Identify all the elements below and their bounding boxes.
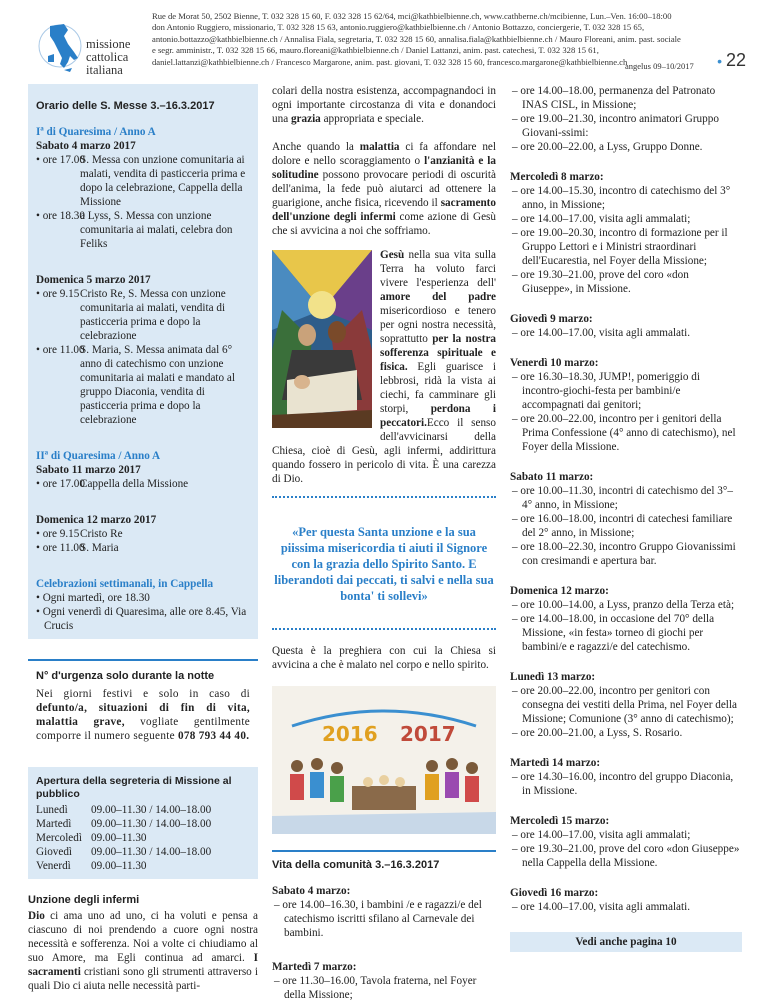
- text-part: Ecco il senso dell'avvicinarsi della Chiesa, cioè di Gesù, agli infermi, addirittura quando fossero in pericolo di vita. È una carezza di Dio.: [272, 417, 496, 485]
- schedule-entry: [36, 287, 250, 343]
- day-item: – ore 16.00–18.00, incontri di catechesi familiare del 2° anno, in Missione;: [512, 513, 733, 539]
- day-item: – ore 10.00–11.30, incontri di catechismo del 3°–4° anno, in Missione;: [512, 485, 733, 511]
- entry-text: S. Messa con unzione comunitaria ai malati, vendita di pasticceria prima e dopo la celebrazione, Cappella della Missione: [80, 154, 246, 208]
- day-heading: Venerdì 10 marzo:: [510, 357, 599, 369]
- paragraph: [272, 84, 496, 126]
- entry-time: • ore 18.30: [36, 210, 85, 222]
- day-item: – ore 19.00–20.30, incontro di formazione per il Gruppo Lettori e i Ministri straordinari dell'Eucarestia, nel Foyer della Missione;: [512, 227, 728, 267]
- office-day: Lunedì: [36, 804, 68, 816]
- drawing-year: 2017: [400, 722, 456, 746]
- paragraph: [272, 140, 496, 238]
- day-heading: Martedì 7 marzo:: [272, 961, 357, 973]
- lent-week-title: Iª di Quaresima / Anno A: [36, 126, 156, 138]
- drawing-year: 2016: [322, 722, 378, 746]
- page-header: [0, 0, 768, 84]
- text-bold: amore del padre: [380, 291, 496, 303]
- office-day: Mercoledì: [36, 832, 82, 844]
- text-bold: sacramento dell'unzione degli infermi: [272, 197, 496, 223]
- contact-line: Rue de Morat 50, 2502 Bienne, T. 032 328 15 60, F. 032 328 15 62/64, mci@kathbielbienne.ch, www.cathberne.ch/mcibienne, Lun.–Ven. 16:00–18:00: [152, 11, 672, 21]
- entry-text: S. Maria: [80, 542, 119, 554]
- lent-week-title: IIª di Quaresima / Anno A: [36, 450, 161, 462]
- children-drawing-image: [272, 686, 496, 834]
- entry-text: S. Maria, S. Messa animata dal 6° anno di catechismo con unzione comunitaria ai malati e mandato al gruppo Diaconia, vendita di pasticceria prima e dopo la celebrazione: [80, 344, 236, 426]
- entry-time: • ore 11.00: [36, 542, 85, 554]
- office-day: Giovedì: [36, 846, 73, 858]
- office-hours: 09.00–11.30: [91, 832, 147, 844]
- text-part: cristiani sono gli strumenti attraverso i quali Dio ci aiuta nelle necessità parti-: [28, 966, 258, 992]
- weekly-item: • Ogni martedì, ore 18.30: [36, 592, 150, 604]
- text-bold: I sacramenti: [28, 952, 258, 978]
- day-item: – ore 19.30–21.00, prove del coro «don Giuseppe» nella Cappella della Missione.: [512, 843, 740, 869]
- emergency-title: N° d'urgenza solo durante la notte: [36, 670, 215, 682]
- text-part: come azione di Gesù che si avvicina a noi che soffriamo.: [272, 211, 496, 237]
- weekly-celebrations-title: Celebrazioni settimanali, in Cappella: [36, 578, 214, 590]
- office-row: [36, 845, 250, 859]
- middle-column: [272, 84, 496, 1002]
- contact-line: e segr. amministr., T. 032 328 15 66, mauro.floreani@kathbielbienne.ch / Daniel Lattanzi, anim. past. catechesi, T. 032 328 15 61,: [152, 45, 599, 56]
- logo-line: missione: [86, 37, 131, 51]
- office-day: Martedì: [36, 818, 72, 830]
- office-row: [36, 859, 250, 873]
- day-item: – ore 19.30–21.00, prove del coro «don Giuseppe», in Missione.: [512, 269, 689, 295]
- logo-text: [86, 38, 130, 77]
- emergency-phone[interactable]: 078 793 44 40.: [177, 730, 250, 742]
- day-item: – ore 20.00–22.00, incontro per i genitori della Prima Confessione (4° anno di catechismo), nel Foyer della Missione.: [512, 413, 736, 453]
- text-bold: grazia: [290, 113, 321, 125]
- entry-time: • ore 9.15: [36, 288, 80, 300]
- entry-text: Cristo Re: [80, 528, 123, 540]
- mission-logo: [36, 16, 146, 78]
- schedule-entry: [36, 541, 250, 555]
- schedule-entry: [36, 153, 250, 209]
- office-hours: 09.00–11.30 / 14.00–18.00: [91, 804, 212, 816]
- day-heading: Giovedì 16 marzo:: [510, 887, 599, 899]
- text-bold: malattia: [359, 141, 400, 153]
- text-bold: Dio: [28, 910, 45, 922]
- contact-line: don Antonio Ruggiero, missionario, T. 032 328 15 63, antonio.ruggiero@kathbielbienne.ch / Antonio Bottazzo, conciergerie, T. 032 328 15 65,: [152, 22, 645, 33]
- emergency-text-part: Nei giorni festivi e solo in caso di: [36, 688, 250, 700]
- office-row: [36, 817, 250, 831]
- day-item: – ore 14.00–17.00, visita agli ammalati;: [512, 213, 691, 225]
- day-heading: Lunedì 13 marzo:: [510, 671, 596, 683]
- emergency-text: [36, 687, 250, 743]
- contact-info: [152, 11, 692, 68]
- office-hours: 09.00–11.30 / 14.00–18.00: [91, 846, 212, 858]
- issue-label: angelus 09–10/2017: [625, 61, 694, 71]
- day-heading: Mercoledì 8 marzo:: [510, 171, 604, 183]
- entry-time: • ore 9.15: [36, 528, 80, 540]
- see-also-banner[interactable]: Vedi anche pagina 10: [510, 932, 742, 952]
- day-item: – ore 14.00–18.00, permanenza del Patronato INAS CISL, in Missione;: [512, 85, 716, 111]
- office-hours-box: [28, 767, 258, 879]
- text-part: ci ama uno ad uno, ci ha voluti e pensa a ciascuno di noi prendendo a cuore ogni nostra necessità e sofferenza. Noi a volte ci chiudiamo al suo Amore, ma Egli continua ad amarci.: [28, 910, 258, 964]
- office-hours: 09.00–11.30: [91, 860, 147, 872]
- text-bold: l'anzianità e la solitudine: [272, 155, 496, 181]
- day-item: – ore 14.00–17.00, visita agli ammalati.: [512, 327, 691, 339]
- text-part: appropriata e speciale.: [320, 113, 424, 125]
- prayer-quote: «Per questa Santa unzione e la sua piissima misericordia ti aiuti il Signore con la grazia dello Spirito Santo. E liberandoti dai peccati, ti salvi e nella sua bonta' ti sollevi»: [272, 496, 496, 630]
- contact-line: antonio.bottazzo@kathbielbienne.ch / Annalisa Fiala, segretaria, T. 032 328 15 60, annalisa.fiala@kathbielbienne.ch / Mauro Floreani, anim. past. sociale: [152, 33, 681, 44]
- office-row: [36, 803, 250, 817]
- anointing-title: Unzione degli infermi: [28, 894, 140, 906]
- anointing-text: [28, 909, 258, 993]
- entry-time: • ore 17.00: [36, 154, 85, 166]
- italy-map-icon: [38, 18, 82, 74]
- community-life-title: Vita della comunità 3.–16.3.2017: [272, 850, 496, 872]
- entry-text: a Lyss, S. Messa con unzione comunitaria ai malati, celebra don Feliks: [80, 210, 233, 250]
- office-hours-title: Apertura della segreteria di Missione al pubblico: [36, 775, 232, 800]
- text-part: ci fa affondare nel dolore e nello scoraggiamento o: [272, 141, 496, 167]
- schedule-entry: [36, 527, 250, 541]
- entry-text: Cappella della Missione: [80, 478, 189, 490]
- right-column: [510, 84, 742, 952]
- day-heading: Mercoledì 15 marzo:: [510, 815, 610, 827]
- paragraph: Questa è la preghiera con cui la Chiesa si avvicina a che è malato nel corpo e nello spirito.: [272, 645, 496, 671]
- schedule-entry: [36, 209, 250, 251]
- emergency-text-bold: defunto/a, situazioni di fin di vita, malattia grave,: [36, 702, 250, 728]
- logo-line: italiana: [86, 63, 123, 77]
- day-heading: Sabato 4 marzo:: [272, 885, 351, 897]
- office-day: Venerdì: [36, 860, 71, 872]
- text-part: misericordioso e tenero per ogni nostra necessità, soprattutto: [380, 305, 496, 345]
- day-item: – ore 20.00–21.00, a Lyss, S. Rosario.: [512, 727, 683, 739]
- contact-line: daniel.lattanzi@kathbielbienne.ch / Francesco Margarone, anim. past. giovani, T. 032 328 15 60, francesco.margarone@kathbielbienne.ch: [152, 56, 628, 67]
- day-item: – ore 20.00–22.00, incontro per genitori con consegna dei vestiti della Prima, nel Foyer della Missione; Comunione (3° anno di catechismo);: [512, 685, 737, 725]
- text-bold: Gesù: [380, 249, 405, 261]
- schedule-date: Sabato 4 marzo 2017: [36, 140, 136, 152]
- day-heading: Giovedì 9 marzo:: [510, 313, 593, 325]
- logo-line: cattolica: [86, 50, 129, 64]
- text-part: nella sua vita sulla Terra ha voluto farci vivere l'esperienza dell': [380, 249, 496, 289]
- weekly-item: • Ogni venerdì di Quaresima, alle ore 8.45, Via Crucis: [36, 606, 247, 632]
- emergency-box: [28, 659, 258, 751]
- day-heading: Martedì 14 marzo:: [510, 757, 601, 769]
- mass-schedule-box: [28, 84, 258, 639]
- text-bold: per la nostra sofferenza spirituale e fisica.: [380, 333, 496, 373]
- day-item: – ore 14.00–16.30, i bambini /e e ragazzi/e del catechismo iscritti sfilano al Carnevale dei bambini.: [274, 899, 482, 939]
- page-number-value: 22: [725, 50, 746, 70]
- office-row: [36, 831, 250, 845]
- text-part: possono provocare periodi di oscurità dell'anima, la fede può aiutarci ad ottenere la guarigione, anche fisica, ricevendo il: [272, 169, 496, 209]
- day-item: – ore 19.00–21.30, incontro animatori Gruppo Giovani-ssimi:: [512, 113, 719, 139]
- day-item: – ore 11.30–16.00, Tavola fraterna, nel Foyer della Missione;: [274, 975, 477, 1001]
- schedule-date: Sabato 11 marzo 2017: [36, 464, 141, 476]
- day-item: – ore 16.30–18.30, JUMP!, pomeriggio di incontro-giochi-festa per bambini/e accompagnati dai genitori;: [512, 371, 701, 411]
- day-item: – ore 18.00–22.30, incontro Gruppo Giovanissimi con cresimandi e apertura bar.: [512, 541, 736, 567]
- entry-text: Cristo Re, S. Messa con unzione comunitaria ai malati, vendita di pasticceria prima e dopo la celebrazione: [80, 288, 226, 342]
- schedule-date: Domenica 5 marzo 2017: [36, 274, 151, 286]
- office-hours: 09.00–11.30 / 14.00–18.00: [91, 818, 212, 830]
- day-item: – ore 14.00–15.30, incontro di catechismo del 3° anno, in Missione;: [512, 185, 731, 211]
- text-bold: perdona i peccatori.: [380, 403, 496, 429]
- entry-time: • ore 17.00: [36, 478, 85, 490]
- text-part: colari della nostra esistenza, accompagnandoci in ogni importante circostanza di vita e donandoci una: [272, 85, 496, 125]
- day-heading: Sabato 11 marzo:: [510, 471, 594, 483]
- day-item: – ore 14.00–17.00, visita agli ammalati.: [512, 901, 691, 913]
- stained-glass-image: [272, 250, 372, 428]
- day-heading: Domenica 12 marzo:: [510, 585, 609, 597]
- emergency-text-part: vogliate gentilmente comporre il numero seguente: [36, 716, 251, 742]
- day-item: – ore 20.00–22.00, a Lyss, Gruppo Donne.: [512, 141, 703, 153]
- text-part: Egli guarisce i lebbrosi, ridà la vista ai ciechi, fa camminare gli storpi,: [380, 361, 496, 415]
- text-part: Anche quando la: [272, 141, 360, 153]
- day-item: – ore 14.00–17.00, visita agli ammalati;: [512, 829, 691, 841]
- day-item: – ore 14.30–16.00, incontro del gruppo Diaconia, in Missione.: [512, 771, 734, 797]
- day-item: – ore 10.00–14.00, a Lyss, pranzo della Terza età;: [512, 599, 735, 611]
- entry-time: • ore 11.00: [36, 344, 85, 356]
- page-number: [717, 50, 746, 71]
- bullet-icon: •: [717, 53, 722, 69]
- schedule-entry: [36, 477, 250, 491]
- schedule-date: Domenica 12 marzo 2017: [36, 514, 157, 526]
- left-column: [28, 84, 258, 993]
- schedule-entry: [36, 343, 250, 427]
- mass-schedule-title: Orario delle S. Messe 3.–16.3.2017: [36, 100, 215, 112]
- day-item: – ore 14.00–18.00, in occasione del 70° della Missione, «in festa» torneo di giochi per bambini/e e ragazzi/e del catechismo.: [512, 613, 715, 653]
